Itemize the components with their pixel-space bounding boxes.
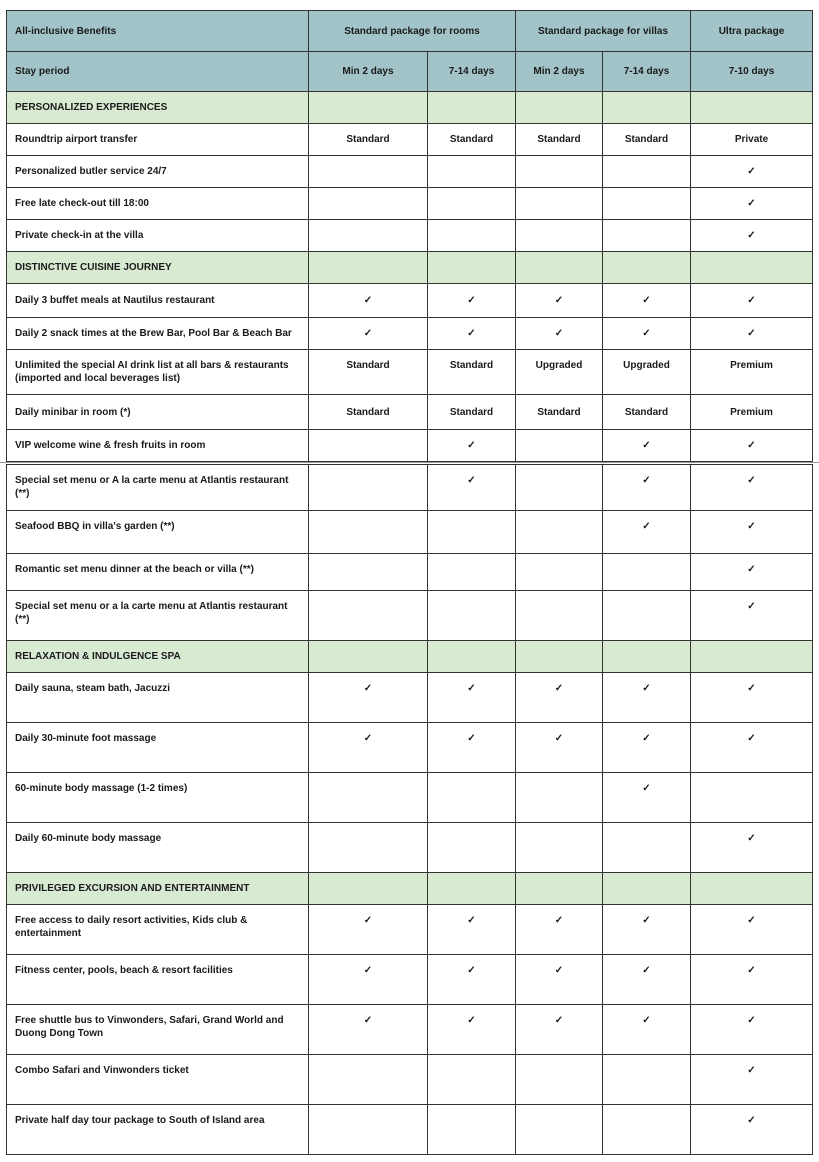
- benefit-row: [7, 188, 813, 220]
- section-header-row: [7, 641, 813, 673]
- check-icon: ✓: [691, 823, 813, 873]
- check-icon: ✓: [691, 554, 813, 591]
- benefit-row: [7, 395, 813, 430]
- benefit-row: [7, 430, 813, 462]
- page-break-line: [0, 462, 819, 463]
- check-icon: ✓: [309, 905, 428, 955]
- check-icon: ✓: [309, 673, 428, 723]
- benefit-level: Private: [691, 124, 813, 156]
- section-cell: [691, 641, 813, 673]
- benefit-row: [7, 124, 813, 156]
- benefit-label: Daily 2 snack times at the Brew Bar, Pool Bar & Beach Bar: [7, 318, 309, 350]
- section-cell: [603, 641, 691, 673]
- section-cell: [691, 252, 813, 284]
- benefit-label: Daily minibar in room (*): [7, 395, 309, 430]
- section-header-row: [7, 92, 813, 124]
- check-icon: ✓: [691, 723, 813, 773]
- check-icon: ✓: [516, 284, 603, 318]
- stay-period-label: Stay period: [7, 52, 309, 92]
- benefit-row: [7, 591, 813, 641]
- benefit-label: Combo Safari and Vinwonders ticket: [7, 1055, 309, 1105]
- check-icon: ✓: [603, 905, 691, 955]
- check-icon: ✓: [691, 673, 813, 723]
- empty-cell: [309, 188, 428, 220]
- empty-cell: [309, 430, 428, 462]
- benefit-label: Roundtrip airport transfer: [7, 124, 309, 156]
- benefit-row: [7, 156, 813, 188]
- benefit-label: 60-minute body massage (1-2 times): [7, 773, 309, 823]
- section-cell: [691, 873, 813, 905]
- check-icon: ✓: [516, 1005, 603, 1055]
- check-icon: ✓: [516, 318, 603, 350]
- check-icon: ✓: [691, 905, 813, 955]
- benefits-table-part-2: [6, 464, 813, 1155]
- check-icon: ✓: [691, 1055, 813, 1105]
- section-cell: [428, 252, 516, 284]
- check-icon: ✓: [603, 284, 691, 318]
- period-villas-long: 7-14 days: [603, 52, 691, 92]
- benefit-label: Fitness center, pools, beach & resort facilities: [7, 955, 309, 1005]
- empty-cell: [309, 511, 428, 554]
- empty-cell: [516, 188, 603, 220]
- check-icon: ✓: [309, 1005, 428, 1055]
- section-cell: [603, 92, 691, 124]
- empty-cell: [603, 823, 691, 873]
- section-cell: [516, 873, 603, 905]
- section-cell: [309, 873, 428, 905]
- section-cell: [309, 92, 428, 124]
- package-header-row: [7, 11, 813, 52]
- benefit-level: Standard: [309, 395, 428, 430]
- section-cell: [309, 641, 428, 673]
- empty-cell: [309, 156, 428, 188]
- check-icon: ✓: [428, 1005, 516, 1055]
- check-icon: ✓: [691, 1105, 813, 1155]
- benefit-row: [7, 723, 813, 773]
- benefit-row: [7, 1105, 813, 1155]
- section-header-row: [7, 252, 813, 284]
- check-icon: ✓: [691, 955, 813, 1005]
- section-cell: [428, 92, 516, 124]
- benefit-level: Premium: [691, 350, 813, 395]
- period-rooms-long: 7-14 days: [428, 52, 516, 92]
- benefit-label: Daily 30-minute foot massage: [7, 723, 309, 773]
- empty-cell: [428, 188, 516, 220]
- empty-cell: [516, 156, 603, 188]
- benefit-row: [7, 465, 813, 511]
- section-cell: [603, 873, 691, 905]
- benefit-level: Premium: [691, 395, 813, 430]
- period-rooms-min: Min 2 days: [309, 52, 428, 92]
- check-icon: ✓: [691, 430, 813, 462]
- benefit-level: Standard: [428, 124, 516, 156]
- check-icon: ✓: [428, 465, 516, 511]
- benefit-level: Standard: [516, 124, 603, 156]
- section-title: RELAXATION & INDULGENCE SPA: [7, 641, 309, 673]
- benefit-row: [7, 673, 813, 723]
- empty-cell: [516, 430, 603, 462]
- benefit-label: Special set menu or a la carte menu at Atlantis restaurant (**): [7, 591, 309, 641]
- check-icon: ✓: [428, 955, 516, 1005]
- empty-cell: [428, 220, 516, 252]
- empty-cell: [309, 1055, 428, 1105]
- check-icon: ✓: [309, 955, 428, 1005]
- benefit-level: Upgraded: [603, 350, 691, 395]
- benefits-table-part-1: [6, 10, 813, 462]
- benefit-row: [7, 955, 813, 1005]
- benefit-label: Free shuttle bus to Vinwonders, Safari, Grand World and Duong Dong Town: [7, 1005, 309, 1055]
- benefit-row: [7, 350, 813, 395]
- ultra-package-header: Ultra package: [691, 11, 813, 52]
- benefit-level: Standard: [603, 124, 691, 156]
- section-header-row: [7, 873, 813, 905]
- benefit-row: [7, 318, 813, 350]
- empty-cell: [516, 554, 603, 591]
- empty-cell: [516, 220, 603, 252]
- check-icon: ✓: [691, 465, 813, 511]
- benefit-label: Romantic set menu dinner at the beach or villa (**): [7, 554, 309, 591]
- empty-cell: [309, 465, 428, 511]
- empty-cell: [603, 188, 691, 220]
- check-icon: ✓: [603, 723, 691, 773]
- section-cell: [516, 641, 603, 673]
- check-icon: ✓: [428, 318, 516, 350]
- benefit-row: [7, 1005, 813, 1055]
- section-title: PRIVILEGED EXCURSION AND ENTERTAINMENT: [7, 873, 309, 905]
- check-icon: ✓: [428, 284, 516, 318]
- check-icon: ✓: [603, 955, 691, 1005]
- benefit-level: Standard: [428, 350, 516, 395]
- empty-cell: [516, 823, 603, 873]
- empty-cell: [309, 220, 428, 252]
- empty-cell: [516, 591, 603, 641]
- check-icon: ✓: [603, 673, 691, 723]
- benefit-row: [7, 1055, 813, 1105]
- empty-cell: [603, 156, 691, 188]
- section-cell: [516, 252, 603, 284]
- benefit-row: [7, 554, 813, 591]
- benefit-label: Free late check-out till 18:00: [7, 188, 309, 220]
- benefit-label: Private half day tour package to South of Island area: [7, 1105, 309, 1155]
- check-icon: ✓: [309, 318, 428, 350]
- check-icon: ✓: [428, 905, 516, 955]
- empty-cell: [428, 511, 516, 554]
- empty-cell: [309, 591, 428, 641]
- check-icon: ✓: [603, 430, 691, 462]
- check-icon: ✓: [603, 773, 691, 823]
- benefit-row: [7, 773, 813, 823]
- benefit-row: [7, 905, 813, 955]
- empty-cell: [309, 773, 428, 823]
- section-cell: [603, 252, 691, 284]
- benefit-level: Standard: [428, 395, 516, 430]
- section-cell: [309, 252, 428, 284]
- benefit-label: Free access to daily resort activities, Kids club & entertainment: [7, 905, 309, 955]
- benefit-row: [7, 823, 813, 873]
- benefit-row: [7, 511, 813, 554]
- empty-cell: [516, 1055, 603, 1105]
- benefit-level: Standard: [309, 350, 428, 395]
- check-icon: ✓: [516, 723, 603, 773]
- check-icon: ✓: [309, 284, 428, 318]
- period-villas-min: Min 2 days: [516, 52, 603, 92]
- check-icon: ✓: [603, 318, 691, 350]
- benefit-label: Personalized butler service 24/7: [7, 156, 309, 188]
- section-cell: [516, 92, 603, 124]
- benefit-level: Standard: [309, 124, 428, 156]
- section-title: PERSONALIZED EXPERIENCES: [7, 92, 309, 124]
- check-icon: ✓: [603, 1005, 691, 1055]
- rooms-package-header: Standard package for rooms: [309, 11, 516, 52]
- check-icon: ✓: [603, 465, 691, 511]
- benefit-level: Standard: [603, 395, 691, 430]
- check-icon: ✓: [691, 220, 813, 252]
- empty-cell: [516, 465, 603, 511]
- check-icon: ✓: [691, 156, 813, 188]
- check-icon: ✓: [516, 673, 603, 723]
- empty-cell: [309, 1105, 428, 1155]
- villas-package-header: Standard package for villas: [516, 11, 691, 52]
- benefit-label: VIP welcome wine & fresh fruits in room: [7, 430, 309, 462]
- check-icon: ✓: [516, 905, 603, 955]
- stay-period-row: [7, 52, 813, 92]
- empty-cell: [428, 1105, 516, 1155]
- check-icon: ✓: [516, 955, 603, 1005]
- empty-cell: [603, 1055, 691, 1105]
- benefits-header: All-inclusive Benefits: [7, 11, 309, 52]
- section-cell: [428, 873, 516, 905]
- empty-cell: [516, 773, 603, 823]
- benefit-row: [7, 220, 813, 252]
- section-cell: [691, 92, 813, 124]
- empty-cell: [691, 773, 813, 823]
- benefit-row: [7, 284, 813, 318]
- check-icon: ✓: [691, 284, 813, 318]
- benefit-level: Upgraded: [516, 350, 603, 395]
- check-icon: ✓: [428, 723, 516, 773]
- check-icon: ✓: [691, 1005, 813, 1055]
- check-icon: ✓: [603, 511, 691, 554]
- benefit-label: Daily 3 buffet meals at Nautilus restaurant: [7, 284, 309, 318]
- check-icon: ✓: [428, 673, 516, 723]
- empty-cell: [603, 220, 691, 252]
- check-icon: ✓: [691, 591, 813, 641]
- empty-cell: [516, 511, 603, 554]
- benefit-label: Daily 60-minute body massage: [7, 823, 309, 873]
- empty-cell: [428, 554, 516, 591]
- benefit-label: Daily sauna, steam bath, Jacuzzi: [7, 673, 309, 723]
- benefit-level: Standard: [516, 395, 603, 430]
- empty-cell: [603, 591, 691, 641]
- benefit-label: Seafood BBQ in villa's garden (**): [7, 511, 309, 554]
- benefit-label: Unlimited the special AI drink list at all bars & restaurants (imported and local beverages list): [7, 350, 309, 395]
- empty-cell: [428, 591, 516, 641]
- empty-cell: [309, 554, 428, 591]
- check-icon: ✓: [428, 430, 516, 462]
- empty-cell: [603, 554, 691, 591]
- empty-cell: [428, 156, 516, 188]
- empty-cell: [603, 1105, 691, 1155]
- section-cell: [428, 641, 516, 673]
- empty-cell: [428, 1055, 516, 1105]
- check-icon: ✓: [691, 318, 813, 350]
- section-title: DISTINCTIVE CUISINE JOURNEY: [7, 252, 309, 284]
- check-icon: ✓: [691, 188, 813, 220]
- check-icon: ✓: [691, 511, 813, 554]
- period-ultra: 7-10 days: [691, 52, 813, 92]
- check-icon: ✓: [309, 723, 428, 773]
- benefit-label: Private check-in at the villa: [7, 220, 309, 252]
- empty-cell: [309, 823, 428, 873]
- empty-cell: [516, 1105, 603, 1155]
- empty-cell: [428, 823, 516, 873]
- empty-cell: [428, 773, 516, 823]
- benefit-label: Special set menu or A la carte menu at Atlantis restaurant (**): [7, 465, 309, 511]
